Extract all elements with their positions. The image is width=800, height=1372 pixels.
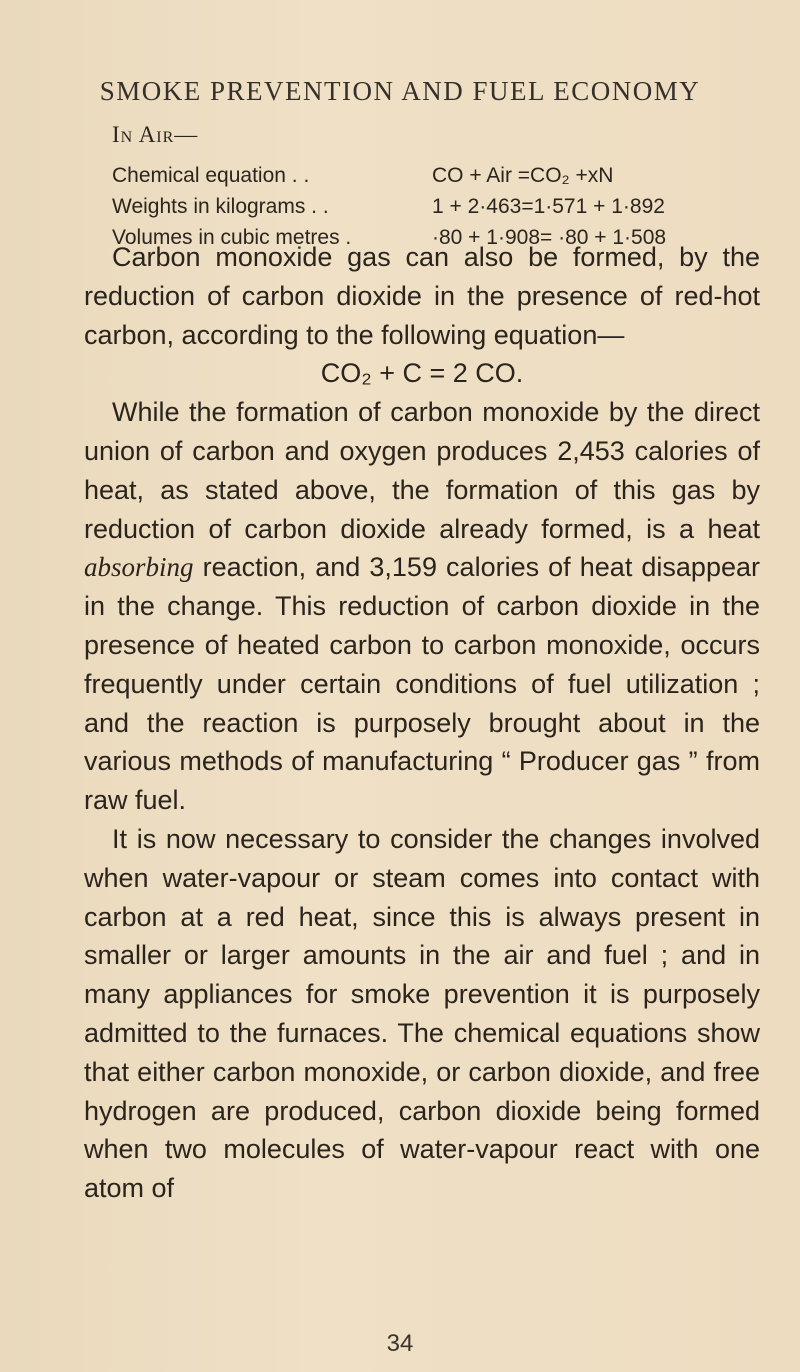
- table-row: [112, 191, 772, 222]
- row-label: Chemical equation . .: [112, 163, 310, 187]
- row-value: 1 + 2·463=1·571 + 1·892: [432, 194, 665, 218]
- equation: CO₂ + C = 2 CO.: [320, 358, 524, 389]
- emphasis-absorbing: absorbing: [84, 552, 194, 583]
- paragraph-2-text-b: reaction, and 3,159 calories of heat disappear in the change. This reduction of carbon dioxide in the presence of heated carbon to carbon monoxide, occurs frequently under certain conditions of fuel utilization ; and the reaction is purposely brought about in the various methods of manufacturing “ Producer gas ” from raw fuel.: [84, 552, 760, 816]
- table-row: [112, 160, 772, 191]
- paragraph-3: It is now necessary to consider the changes involved when water-vapour or steam comes into contact with carbon at a red heat, since this is always present in smaller or larger amounts in the air and fuel ; and in many appliances for smoke prevention it is purposely admitted to the furnaces. The chemical equations show that either carbon monoxide, or carbon dioxide, and free hydrogen are produced, carbon dioxide being formed when two molecules of water-vapour react with one atom of: [84, 823, 760, 1204]
- row-value: ·80 + 1·908= ·80 + 1·508: [432, 225, 667, 249]
- paragraph-2-text-a: While the formation of carbon monoxide by the direct union of carbon and oxygen produces 2,453 calories of heat, as stated above, the formation of this gas by reduction of carbon dioxide already formed, is a heat: [84, 397, 760, 544]
- page-number: 34: [386, 1330, 414, 1357]
- paragraph-1: Carbon monoxide gas can also be formed, by the reduction of carbon dioxide in the presence of red-hot carbon, according to the following equation—: [84, 242, 760, 350]
- paragraph-2: [84, 393, 760, 820]
- row-value: CO + Air =CO₂ +xN: [432, 163, 614, 187]
- row-label: Weights in kilograms . .: [112, 194, 329, 218]
- row-label: Volumes in cubic metres .: [112, 225, 352, 249]
- running-head: SMOKE PREVENTION AND FUEL ECONOMY: [99, 76, 701, 106]
- section-heading: In Air—: [112, 122, 199, 147]
- body-text: [84, 238, 760, 1208]
